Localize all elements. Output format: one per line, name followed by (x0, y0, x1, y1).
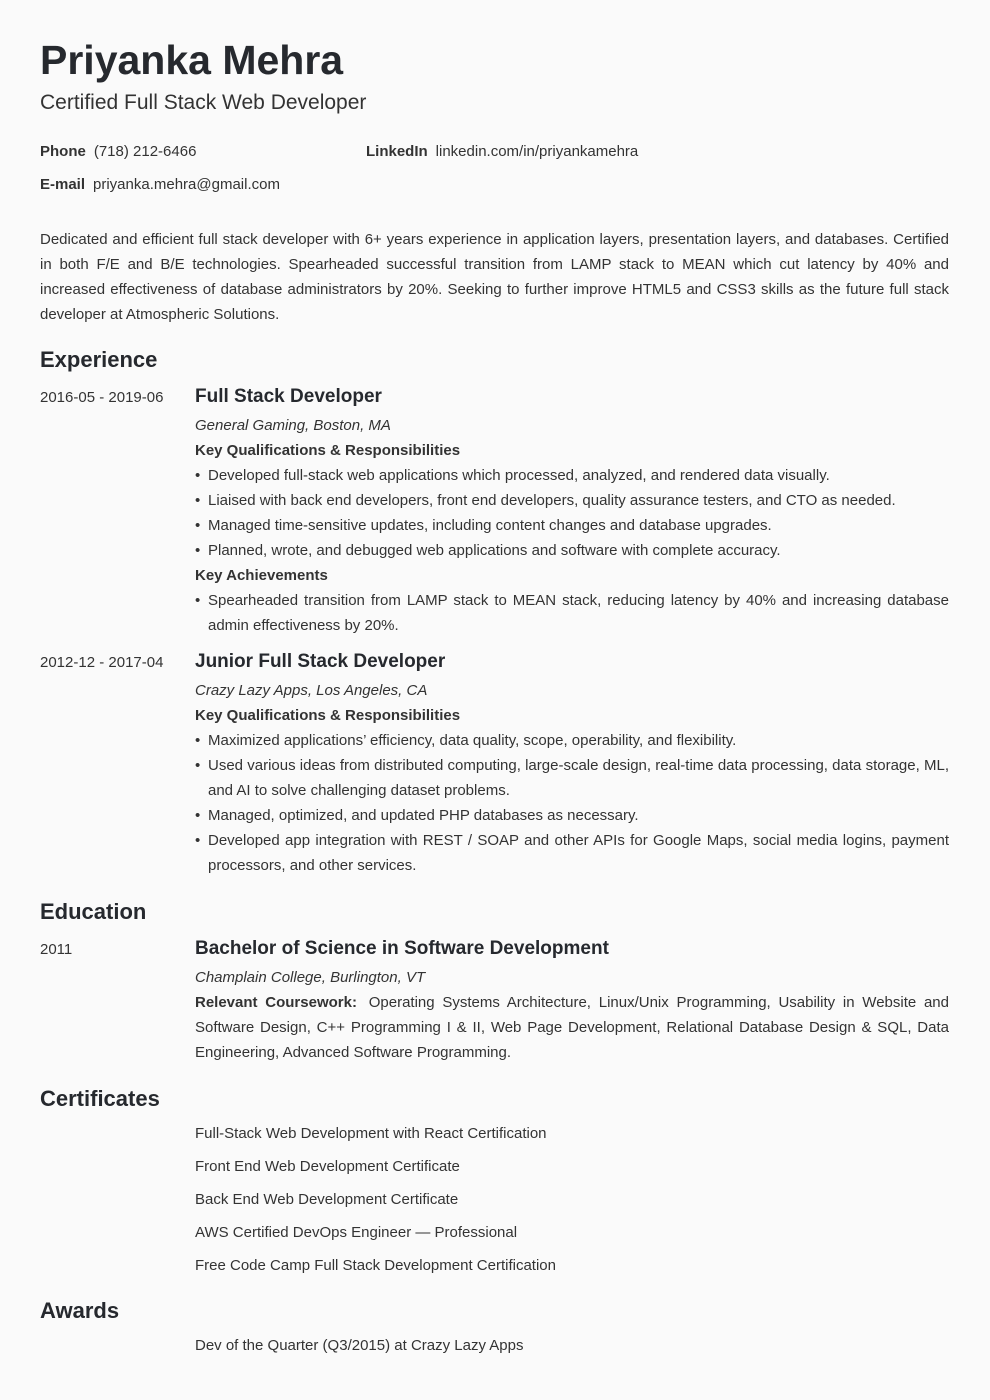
contact-email (40, 175, 280, 195)
linkedin-label: LinkedIn (366, 143, 428, 160)
certificate-item: Back End Web Development Certificate (195, 1191, 459, 1208)
list-item: • Developed full-stack web applications which processed, analyzed, and rendered data visually. (195, 463, 949, 488)
job-dates: 2012-12 - 2017-04 (40, 654, 164, 671)
certificate-item: Full-Stack Web Development with React Certification (195, 1125, 547, 1142)
award-item: Dev of the Quarter (Q3/2015) at Crazy Lazy Apps (195, 1337, 524, 1354)
phone-label: Phone (40, 143, 86, 160)
candidate-name: Priyanka Mehra (40, 37, 344, 83)
phone-value: (718) 212-6466 (93, 143, 197, 160)
email-label: E-mail (40, 176, 86, 193)
list-item: • Planned, wrote, and debugged web applications and software with complete accuracy. (195, 538, 949, 563)
job-entry (195, 384, 949, 638)
email-value: priyanka.mehra@gmail.com (93, 176, 280, 193)
certificate-item: AWS Certified DevOps Engineer — Professional (195, 1224, 518, 1241)
experience-heading: Experience (40, 347, 158, 372)
certificates-heading: Certificates (40, 1086, 160, 1111)
responsibilities-list (195, 463, 949, 563)
list-item: • Spearheaded transition from LAMP stack to MEAN stack, reducing latency by 40% and increasing database admin effectiveness by 20%. (195, 588, 949, 638)
certificate-item: Front End Web Development Certificate (195, 1158, 460, 1175)
awards-heading: Awards (40, 1298, 120, 1323)
contact-phone (40, 142, 196, 162)
education-entry (195, 936, 949, 1065)
list-item: • Maximized applications’ efficiency, data quality, scope, operability, and flexibility. (195, 728, 949, 753)
contact-linkedin (366, 142, 638, 162)
qualifications-heading: Key Qualifications & Responsibilities (195, 707, 461, 724)
profile-summary: Dedicated and efficient full stack developer with 6+ years experience in application layers, presentation layers, and databases. Certified in both F/E and B/E technologies. Spearheaded successful transition from LAMP stack to MEAN which cut latency by 40% and increased effectiveness of database administrators by 20%. Seeking to further improve HTML5 and CSS3 skills as the future full stack developer at Atmospheric Solutions. (40, 231, 949, 323)
list-item: • Used various ideas from distributed computing, large-scale design, real-time data processing, data storage, ML, and AI to solve challenging dataset problems. (195, 753, 949, 803)
education-year: 2011 (40, 941, 73, 958)
list-item: • Liaised with back end developers, front end developers, quality assurance testers, and CTO as needed. (195, 488, 949, 513)
linkedin-value: linkedin.com/in/priyankamehra (435, 143, 639, 160)
list-item: • Developed app integration with REST / SOAP and other APIs for Google Maps, social media logins, payment processors, and other services. (195, 828, 949, 878)
coursework (195, 990, 949, 1065)
job-company: General Gaming, Boston, MA (195, 417, 391, 434)
coursework-label: Relevant Coursework: (195, 994, 357, 1011)
certificate-item: Free Code Camp Full Stack Development Certification (195, 1257, 556, 1274)
achievements-heading: Key Achievements (195, 567, 328, 584)
degree-title: Bachelor of Science in Software Development (195, 938, 609, 959)
job-entry (195, 649, 949, 878)
school-name: Champlain College, Burlington, VT (195, 969, 426, 986)
job-company: Crazy Lazy Apps, Los Angeles, CA (195, 682, 428, 699)
list-item: • Managed, optimized, and updated PHP databases as necessary. (195, 803, 949, 828)
job-title: Junior Full Stack Developer (195, 651, 446, 672)
certificates-list (195, 1124, 949, 1289)
job-dates: 2016-05 - 2019-06 (40, 389, 164, 406)
coursework-text: Operating Systems Architecture, Linux/Unix Programming, Usability in Website and Software Design, C++ Programming I & II, Web Page Development, Relational Database Design & SQL, Data Engineering, Advanced Software Programming. (195, 994, 949, 1061)
candidate-title: Certified Full Stack Web Developer (40, 91, 367, 114)
achievements-list (195, 588, 949, 638)
education-heading: Education (40, 899, 147, 924)
responsibilities-list (195, 728, 949, 878)
job-title: Full Stack Developer (195, 386, 382, 407)
awards-list (195, 1336, 949, 1369)
qualifications-heading: Key Qualifications & Responsibilities (195, 442, 461, 459)
list-item: • Managed time-sensitive updates, including content changes and database upgrades. (195, 513, 949, 538)
